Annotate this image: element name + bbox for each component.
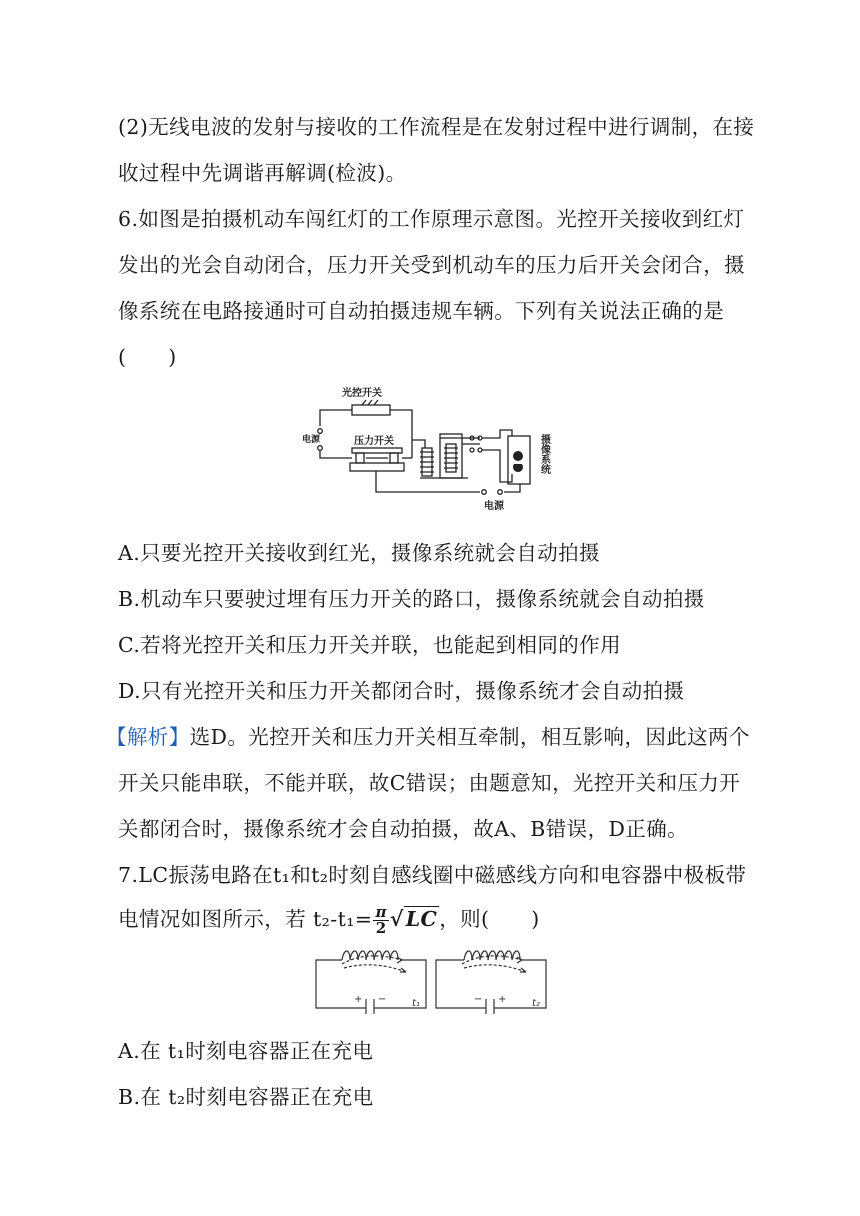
fraction-pi-over-2: $\frac{\pi}{2}$: [375, 903, 387, 937]
circuit-diagram-red-light-camera: [300, 382, 570, 512]
option-7B: B.在 t₂时刻电容器正在充电: [118, 1085, 374, 1109]
light-switch-element: [352, 405, 390, 415]
sqrt-LC: √LC: [389, 907, 438, 931]
option-6D: D.只有光控开关和压力开关都闭合时，摄像系统才会自动拍摄: [118, 679, 685, 703]
question-7-stem: 7.LC振荡电路在t₁和t₂时刻自感线圈中磁感线方向和电容器中极板带: [118, 863, 747, 887]
plate-sign: −: [474, 994, 483, 1005]
terminal: [318, 446, 323, 451]
time-label-t1: t₁: [412, 998, 420, 1009]
power-label-left: 电源: [302, 435, 321, 445]
light-switch-label: 光控开关: [342, 388, 382, 399]
option-6C: C.若将光控开关和压力开关并联，也能起到相同的作用: [118, 633, 621, 657]
option-6B: B.机动车只要驶过埋有压力开关的路口，摄像系统就会自动拍摄: [118, 587, 705, 611]
plate-sign: +: [498, 994, 507, 1005]
plate-sign: +: [354, 994, 363, 1005]
text-line: 收过程中先调谐再解调(检波)。: [118, 161, 407, 185]
terminal: [318, 429, 323, 434]
option-6A: A.只要光控开关接收到红光，摄像系统就会自动拍摄: [118, 541, 600, 565]
inductor-coil: [342, 951, 398, 960]
analysis-line: 开关只能串联，不能并联，故C错误；由题意知，光控开关和压力开: [118, 771, 741, 795]
analysis-tag: 【解析】: [106, 725, 190, 749]
text-line: (2)无线电波的发射与接收的工作流程是在发射过程中进行调制，在接: [118, 115, 755, 139]
camera-lens-icon: [513, 451, 523, 461]
question-6-stem: 发出的光会自动闭合，压力开关受到机动车的压力后开关会闭合，摄: [118, 253, 745, 277]
question-6-stem: 像系统在电路接通时可自动拍摄违规车辆。下列有关说法正确的是: [118, 299, 725, 323]
time-label-t2: t₂: [532, 998, 540, 1009]
answer-blank: ( ): [118, 345, 177, 369]
pressure-switch-label: 压力开关: [354, 436, 394, 447]
q7-text: 电情况如图所示，若 t₂-t₁=: [118, 907, 373, 931]
analysis-line: [106, 722, 750, 752]
question-6-stem: 6.如图是拍摄机动车闯红灯的工作原理示意图。光控开关接收到红灯: [118, 207, 745, 231]
option-7A: A.在 t₁时刻电容器正在充电: [118, 1039, 374, 1063]
lc-circuit-diagrams: [312, 944, 552, 1014]
plate-sign: −: [378, 994, 387, 1005]
power-label-bottom: 电源: [484, 501, 504, 512]
q7-text: ，则( ): [439, 907, 540, 931]
question-7-stem: [118, 904, 540, 936]
analysis-text: 选D。光控开关和压力开关相互牵制，相互影响，因此这两个: [189, 725, 750, 749]
analysis-line: 关都闭合时，摄像系统才会自动拍摄，故A、B错误，D正确。: [118, 817, 689, 841]
camera-label: 摄像系统: [538, 434, 550, 474]
camera-icon: [513, 464, 523, 472]
